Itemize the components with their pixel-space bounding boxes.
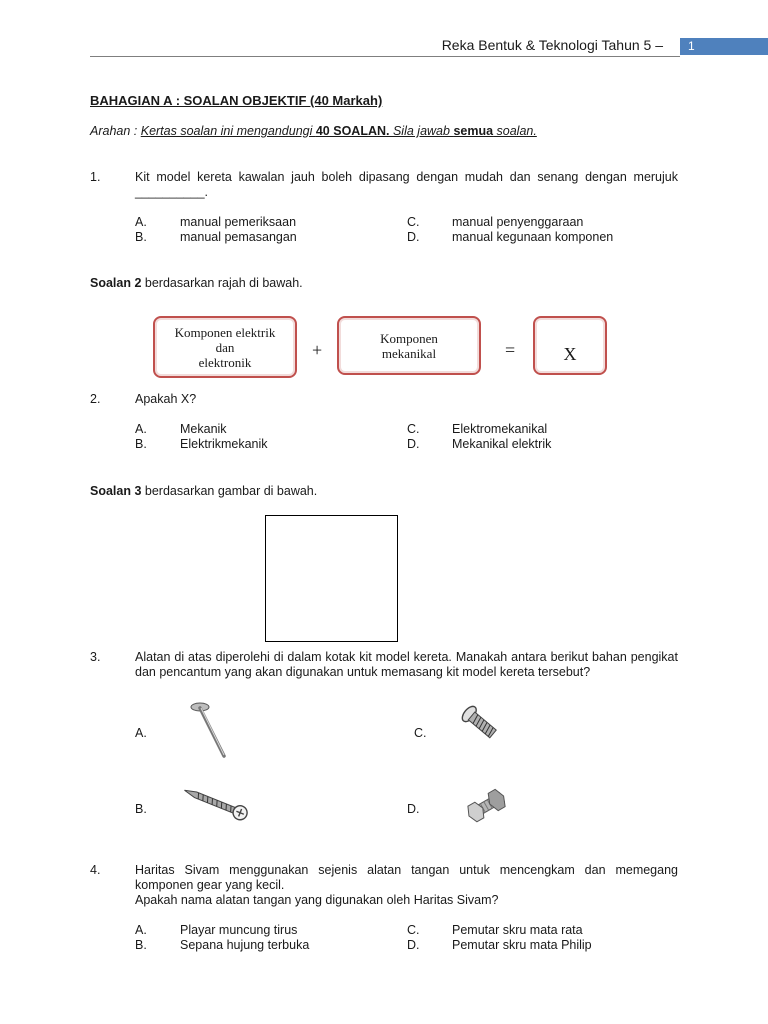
q2-intro-bold: Soalan 2 [90, 276, 142, 290]
q3-option-a-letter: A. [135, 726, 147, 740]
q2-text: Apakah X? [135, 392, 197, 406]
q2-option-b-letter: B. [135, 437, 147, 451]
header-divider [90, 56, 680, 57]
q4-option-d: Pemutar skru mata Philip [452, 938, 592, 952]
q1-number: 1. [90, 170, 101, 184]
q1-text: Kit model kereta kawalan jauh boleh dipasang dengan mudah dan senang dengan merujuk __________. [135, 170, 678, 199]
instr-text-c: Sila jawab [389, 124, 454, 138]
instr-bold-count: 40 SOALAN. [315, 124, 390, 138]
long-screw-icon [180, 782, 252, 824]
instr-text-e: soalan. [493, 124, 537, 138]
diagram-box2-line1: Komponen [380, 330, 438, 346]
q3-option-d-letter: D. [407, 802, 420, 816]
q3-option-c-letter: C. [414, 726, 427, 740]
instructions [90, 124, 537, 138]
q1-option-c: manual penyenggaraan [452, 215, 584, 229]
q4-option-a-letter: A. [135, 923, 147, 937]
q4-option-a: Playar muncung tirus [180, 923, 298, 937]
q4-option-b-letter: B. [135, 938, 147, 952]
diagram-box3-text: X [563, 344, 577, 364]
q4-option-b: Sepana hujung terbuka [180, 938, 310, 952]
q3-intro-bold: Soalan 3 [90, 484, 142, 498]
q3-intro [90, 484, 317, 498]
diagram-box1-line1: Komponen elektrik [174, 324, 276, 340]
q1-option-b-letter: B. [135, 230, 147, 244]
q1-option-c-letter: C. [407, 215, 420, 229]
diagram-box1-line2: dan [215, 339, 235, 355]
page-number: 1 [680, 38, 768, 55]
q3-picture-frame [265, 515, 398, 642]
q3-number: 3. [90, 650, 101, 664]
q1-option-a: manual pemeriksaan [180, 215, 297, 229]
q4-number: 4. [90, 863, 101, 877]
section-title: BAHAGIAN A : SOALAN OBJEKTIF (40 Markah) [90, 93, 383, 108]
q2-intro-rest: berdasarkan rajah di bawah. [141, 276, 303, 290]
diagram-box-x [533, 316, 607, 375]
diagram-box-mechanical [337, 316, 481, 375]
q4-text: Haritas Sivam menggunakan sejenis alatan tangan untuk mencengkam dan memegang komponen gear yang kecil. [135, 863, 678, 892]
q3-option-b-letter: B. [135, 802, 147, 816]
diagram-box1-line3: elektronik [198, 354, 252, 370]
nail-icon [188, 700, 230, 760]
short-screw-icon [455, 700, 505, 746]
q2-option-c-letter: C. [407, 422, 420, 436]
q2-number: 2. [90, 392, 101, 406]
q1-option-d-letter: D. [407, 230, 420, 244]
q2-option-c: Elektromekanikal [452, 422, 548, 436]
q4-option-c: Pemutar skru mata rata [452, 923, 583, 937]
bolt-nut-icon [464, 782, 512, 828]
q2-option-d: Mekanikal elektrik [452, 437, 552, 451]
q4-option-c-letter: C. [407, 923, 420, 937]
header-title: Reka Bentuk & Teknologi Tahun 5 – [441, 37, 663, 53]
diagram-equals: = [505, 340, 516, 360]
instr-prefix: Arahan : [90, 124, 141, 138]
q2-option-a-letter: A. [135, 422, 147, 436]
q2-intro [90, 276, 303, 290]
diagram-box2-line2: mekanikal [381, 345, 437, 361]
q2-option-a: Mekanik [180, 422, 227, 436]
q1-option-b: manual pemasangan [180, 230, 297, 244]
diagram-plus: + [312, 340, 323, 360]
q2-option-d-letter: D. [407, 437, 420, 451]
q3-text: Alatan di atas diperolehi di dalam kotak kit model kereta. Manakah antara berikut bahan pengikat dan pencantum yang akan digunakan untuk memasang kit model kereta tersebut? [135, 650, 678, 679]
instr-bold-all: semua [453, 124, 494, 138]
q2-option-b: Elektrikmekanik [180, 437, 268, 451]
instr-text-a: Kertas soalan ini mengandungi [140, 124, 316, 138]
q1-option-d: manual kegunaan komponen [452, 230, 614, 244]
q4-option-d-letter: D. [407, 938, 420, 952]
q1-option-a-letter: A. [135, 215, 147, 229]
diagram-box-electric [153, 316, 297, 378]
q3-intro-rest: berdasarkan gambar di bawah. [141, 484, 318, 498]
q4-text-2: Apakah nama alatan tangan yang digunakan oleh Haritas Sivam? [135, 893, 499, 907]
